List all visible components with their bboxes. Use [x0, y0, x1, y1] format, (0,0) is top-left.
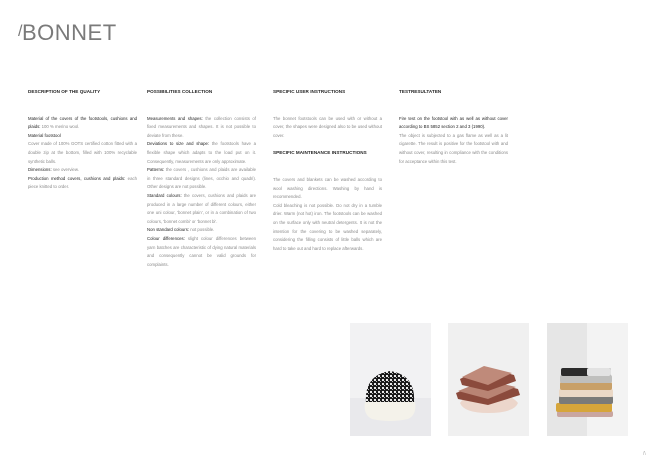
paragraph-deviations: Deviations to size and shape: the footstools have a flexible shape which adapts to the load put on it. Consequently, measurements are only approximate. [147, 141, 256, 164]
heading-description-quality: DESCRIPTION OF THE QUALITY [28, 89, 101, 94]
paragraph-care: Cold bleaching is not possible. Do not dry in a tumble drier. Warm (not hot) iron. The footstools can be washed on the surface only with neutral detergents. It is not the intention for the covering to be washed separately, considering the filling consists of little balls which are hard to take out and hard to replace afterwards. [273, 202, 382, 251]
photo-stacked-cushions [448, 323, 529, 436]
paragraph-washing: The covers and blankets can be washed according to wool washing directions. Washing by hand is recommended. [273, 176, 382, 200]
paragraph-measurements: Measurements and shapes: the collection consists of fixed measurements and shapes. It is not possible to deviate from these. [147, 115, 256, 138]
column-user-instructions [273, 88, 382, 253]
column-possibilities-collection [147, 88, 256, 269]
brand-logo [18, 22, 117, 44]
paragraph-production-method: Production method covers, cushions and plaids: each piece knitted to order. [28, 175, 137, 190]
photo-stacked-plaids [547, 323, 628, 436]
column-description-quality [28, 88, 137, 192]
paragraph-colour-differences: Colour differences: slight colour differences between yarn batches are characteristic of dying natural materials and consequently cannot be valid grounds for complaints. [147, 235, 256, 267]
heading-maintenance-instructions: SPECIFIC MAINTENANCE INSTRUCTIONS [273, 150, 367, 156]
heading-possibilities-collection: POSSIBILITIES COLLECTION [147, 89, 213, 94]
paragraph-dimensions: Dimensions: see overview. [28, 167, 79, 173]
photo-checked-footstool [350, 323, 431, 436]
cushions-illustration-icon [448, 323, 529, 436]
label-material-footstool: Material footstool [28, 132, 61, 138]
paragraph-patterns: Patterns: the covers , cushions and plaids are available in three standard designs (lines, occhio and quadri). Other designs are not possible. [147, 167, 256, 190]
page-number: /\ [643, 451, 646, 457]
paragraph-non-standard-colours: Non standard colours: not possible. [147, 227, 215, 233]
paragraph-test-result: The object is subjected to a gas flame as well as a lit cigarette. The result is positive for the footstool with and without cover, resulting in compliance with the conditions for acceptance within this test. [399, 132, 508, 164]
paragraph-standard-colours: Standard colours: the covers, cushions and plaids are produced in a large number of different colours, either one uni colour, 'bonnet plain', or in a combination of two colours, 'bonnet combi' or 'bonnet bi'. [147, 192, 256, 224]
paragraph-fire-test: Fire test on the footstool with as well as without cover according to BS 5852 section 2 and 3 (1990). [399, 115, 508, 130]
logo-text: BONNET [21, 20, 117, 45]
paragraph-user-instructions: The bonnet footstools can be used with or without a cover, the shapes were designed also to be used without cover. [273, 115, 382, 138]
heading-user-instructions: SPECIFIC USER INSTRUCTIONS [273, 89, 346, 94]
plaids-illustration-icon [547, 323, 628, 436]
paragraph-material-covers: Material of the covers of the footstools, cushions and plaids: 100 % merino wool. [28, 115, 137, 130]
logo-slash: / [18, 23, 23, 40]
column-test-results [399, 88, 508, 166]
footstool-illustration-icon [350, 323, 431, 436]
paragraph-material-footstool: Cover made of 100% GOTS certified cotton fitted with a double zip at the bottom, filled with 100% recyclable synthetic balls. [28, 141, 137, 164]
heading-test-results: TESTRESULTATEN [399, 89, 442, 94]
